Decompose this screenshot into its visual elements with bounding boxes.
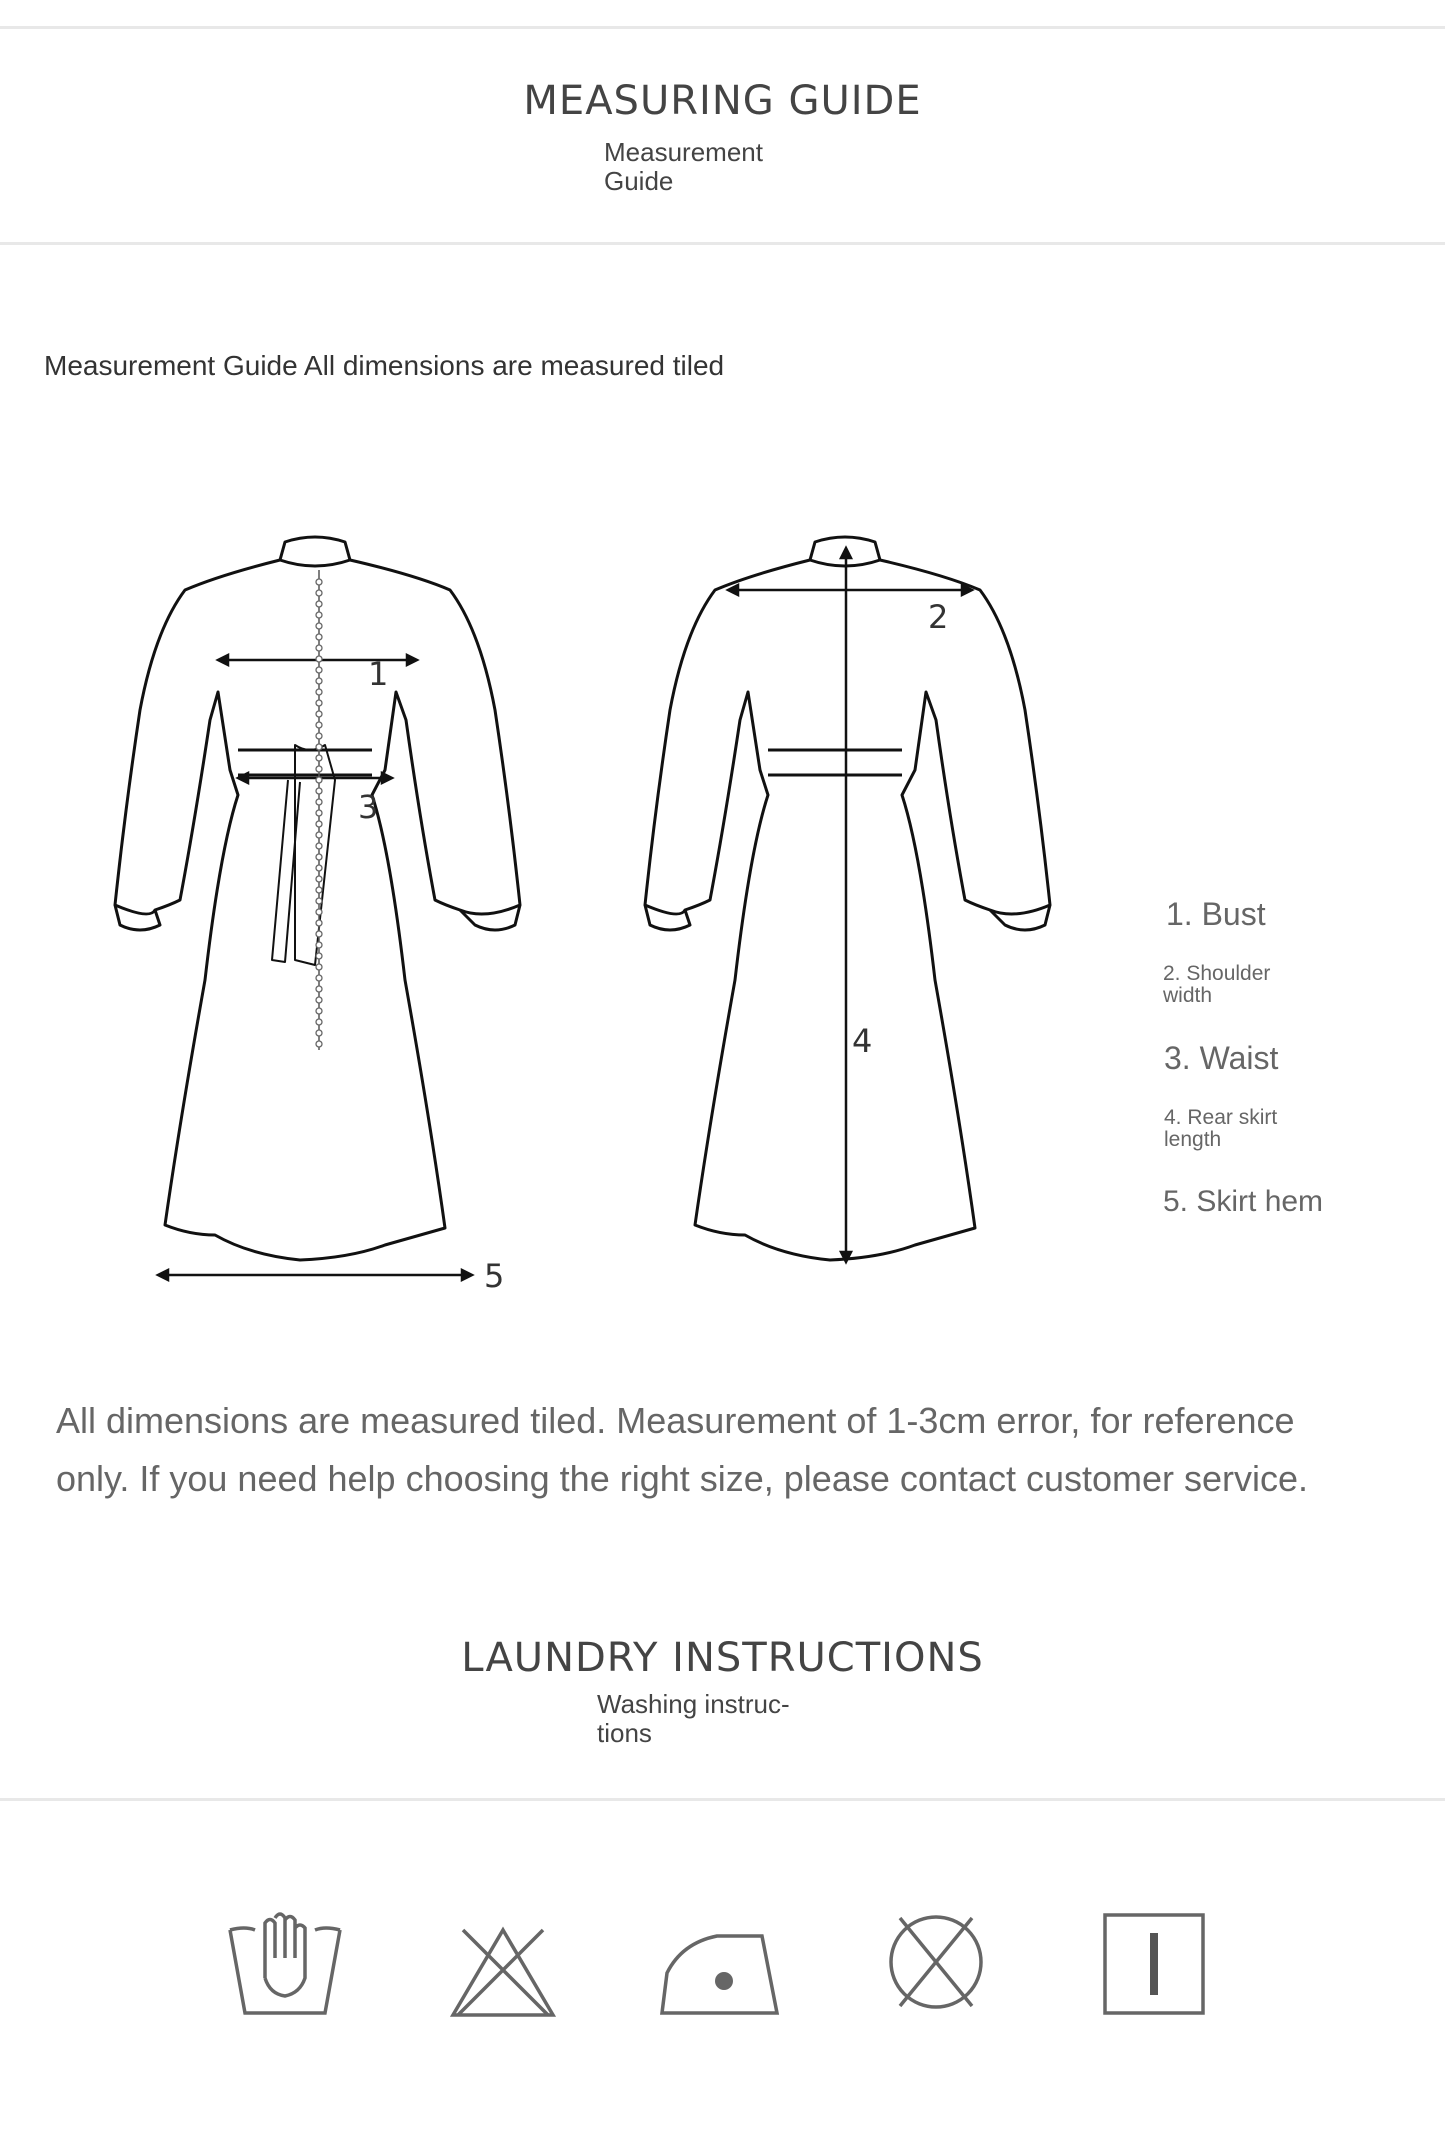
button-dot [316,909,322,915]
button-dot [316,854,322,860]
button-dot [316,678,322,684]
hang-dry-icon [1103,1913,1205,2015]
legend-line: length [1164,1128,1222,1151]
legend-bust: 1. Bust [1166,896,1266,932]
measuring-guide-subtitle [604,138,763,196]
subtitle-line: Measurement [604,137,763,167]
hand-wash-icon [225,1908,345,2018]
back-dress-diagram [630,520,1070,1300]
button-dot [316,942,322,948]
button-dot [316,986,322,992]
legend-rear-skirt-length [1164,1107,1277,1151]
button-dot [316,1041,322,1047]
button-dot [316,1008,322,1014]
measure-label-2: 2 [928,598,949,636]
button-dot [316,898,322,904]
subtitle-line: tions [597,1718,652,1748]
button-dot [316,821,322,827]
button-dot [316,810,322,816]
button-dot [316,634,322,640]
subtitle-line: Washing instruc- [597,1689,790,1719]
button-dot [316,920,322,926]
front-dress-diagram [100,520,540,1300]
button-dot [316,1019,322,1025]
measure-label-4: 4 [852,1022,873,1060]
do-not-bleach-icon [448,1925,558,2020]
button-dot [316,931,322,937]
do-not-tumble-dry-icon [886,1912,986,2012]
legend-shoulder-width [1163,963,1270,1007]
button-dot [316,722,322,728]
button-dot [316,975,322,981]
measurement-caption: Measurement Guide All dimensions are measured tiled [44,350,725,381]
measure-label-1: 1 [368,655,389,693]
measure-label-3: 3 [358,788,379,826]
button-dot [316,733,322,739]
legend-line: 4. Rear skirt [1164,1106,1278,1129]
button-dot [316,876,322,882]
laundry-subtitle [597,1690,790,1748]
button-dot [316,645,322,651]
button-dot [316,832,322,838]
legend-line: width [1163,984,1213,1007]
button-dot [316,711,322,717]
button-dot [316,755,322,761]
button-dot [316,601,322,607]
button-dot [316,623,322,629]
button-dot [316,799,322,805]
button-dot [316,689,322,695]
button-dot [316,656,322,662]
button-dot [316,964,322,970]
button-dot [316,953,322,959]
measuring-guide-heading: MEASURING GUIDE [523,78,922,124]
laundry-divider [0,1798,1445,1801]
button-dot [316,667,322,673]
button-dot [316,766,322,772]
button-dot [316,887,322,893]
legend-waist: 3. Waist [1164,1040,1279,1076]
button-dot [316,1030,322,1036]
button-dot [316,865,322,871]
button-dot [316,700,322,706]
measure-label-5: 5 [484,1257,505,1295]
button-dot [316,590,322,596]
button-dot [316,997,322,1003]
button-dot [316,777,322,783]
legend-line: 2. Shoulder [1163,962,1271,985]
laundry-instructions-heading: LAUNDRY INSTRUCTIONS [461,1635,984,1681]
button-dot [316,612,322,618]
iron-low-heat-icon [657,1918,782,2018]
subtitle-line: Guide [604,166,674,196]
note-line: All dimensions are measured tiled. Measurement of 1-3cm error, for reference [56,1400,1295,1441]
button-dot [316,843,322,849]
measurement-note [56,1392,1396,1508]
note-line: only. If you need help choosing the right size, please contact customer service. [56,1458,1309,1499]
button-dot [316,788,322,794]
top-divider [0,26,1445,29]
legend-skirt-hem: 5. Skirt hem [1163,1185,1324,1218]
button-dot [316,579,322,585]
measuring-divider [0,242,1445,245]
button-dot [316,744,322,750]
